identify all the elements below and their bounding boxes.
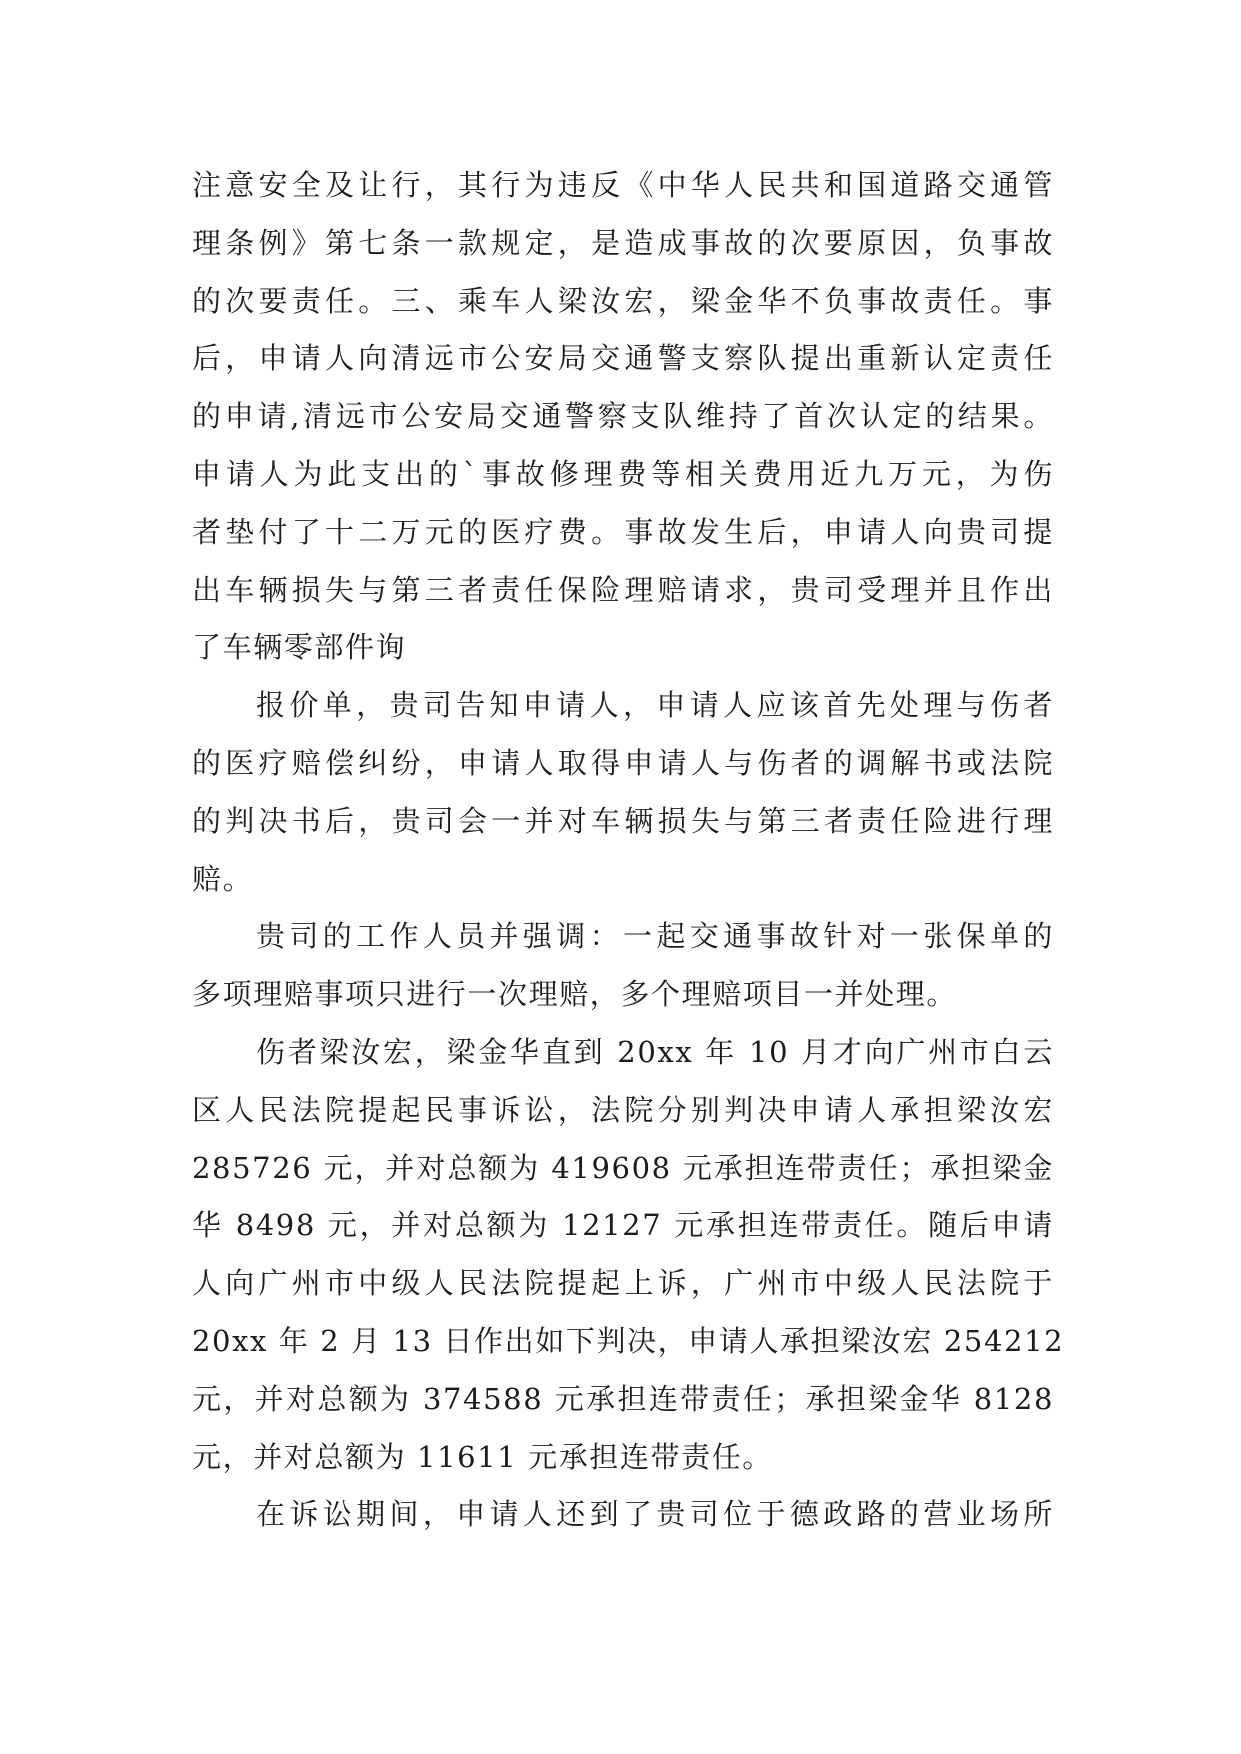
- paragraph-accident-liability: [192, 157, 1054, 677]
- text-line: 元，并对总额为 11611 元承担连带责任。: [192, 1439, 773, 1474]
- text-line: 的医疗赔偿纠纷，申请人取得申请人与伤者的调解书或法院: [192, 745, 1054, 780]
- text-line: 贵司的工作人员并强调：一起交通事故针对一张保单的: [256, 919, 1054, 954]
- text-line: 多项理赔事项只进行一次理赔，多个理赔项目一并处理。: [192, 977, 958, 1012]
- text-line: 伤者梁汝宏，梁金华直到 20xx 年 10 月才向广州市白云: [256, 1034, 1054, 1069]
- text-line: 申请人为此支出的`事故修理费等相关费用近九万元，为伤: [192, 456, 1054, 491]
- paragraph-litigation-period: [192, 1486, 1054, 1544]
- text-line: 了车辆零部件询: [192, 630, 407, 665]
- text-line: 华 8498 元，并对总额为 12127 元承担连带责任。随后申请: [192, 1208, 1054, 1243]
- text-line: 的次要责任。三、乘车人梁汝宏，梁金华不负事故责任。事: [192, 283, 1054, 318]
- paragraph-quotation: [192, 677, 1054, 908]
- text-line: 出车辆损失与第三者责任保险理赔请求，贵司受理并且作出: [192, 572, 1054, 607]
- text-line: 的判决书后，贵司会一并对车辆损失与第三者责任险进行理: [192, 803, 1054, 838]
- text-line: 元，并对总额为 374588 元承担连带责任；承担梁金华 8128: [192, 1381, 1054, 1416]
- text-line: 报价单，贵司告知申请人，申请人应该首先处理与伤者: [256, 688, 1054, 723]
- text-line: 理条例》第七条一款规定，是造成事故的次要原因，负事故: [192, 225, 1054, 260]
- document-page: [192, 157, 1065, 1544]
- paragraph-staff-emphasis: [192, 908, 1054, 1024]
- text-line: 赔。: [192, 861, 254, 896]
- text-line: 区人民法院提起民事诉讼，法院分别判决申请人承担梁汝宏: [192, 1092, 1054, 1127]
- text-line: 的申请,清远市公安局交通警察支队维持了首次认定的结果。: [192, 399, 1054, 434]
- paragraph-court-judgment: [192, 1024, 1065, 1486]
- text-line: 后，申请人向清远市公安局交通警支察队提出重新认定责任: [192, 341, 1054, 376]
- text-line: 人向广州市中级人民法院提起上诉，广州市中级人民法院于: [192, 1266, 1054, 1301]
- text-line: 者垫付了十二万元的医疗费。事故发生后，申请人向贵司提: [192, 514, 1054, 549]
- text-line: 285726 元，并对总额为 419608 元承担连带责任；承担梁金: [192, 1150, 1054, 1185]
- text-line: 注意安全及让行，其行为违反《中华人民共和国道路交通管: [192, 168, 1054, 202]
- text-line: 在诉讼期间，申请人还到了贵司位于德政路的营业场所: [256, 1497, 1054, 1532]
- text-line: 20xx 年 2 月 13 日作出如下判决，申请人承担梁汝宏 254212: [192, 1323, 1065, 1358]
